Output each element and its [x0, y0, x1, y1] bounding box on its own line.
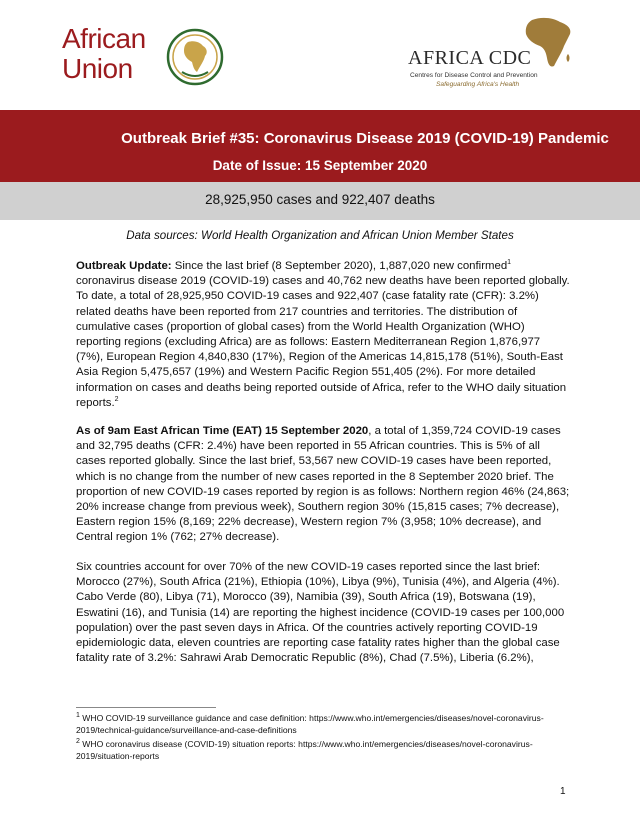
issue-date: Date of Issue: 15 September 2020	[212, 158, 428, 173]
africa-cdc-logo	[408, 14, 578, 86]
au-logo-line1: African	[62, 23, 146, 54]
footnote-2	[76, 739, 570, 762]
footnote-divider	[76, 707, 216, 708]
footnote-1-text: WHO COVID-19 surveillance guidance and case definition: https://www.who.int/emergencies/diseases/novel-coronavirus-2019/technical-guidance/surveillance-and-case-definitions	[76, 713, 544, 735]
footnote-2-number: 2	[76, 738, 80, 746]
footnote-1-number: 1	[76, 712, 80, 720]
page-number: 1	[560, 786, 566, 797]
footnote-1	[76, 713, 570, 736]
cdc-tagline: Safeguarding Africa's Health	[436, 81, 520, 88]
p2-text: , a total of 1,359,724 COVID-19 cases and 32,795 deaths (CFR: 2.4%) have been reported in 55 African countries. This is 5% of all cases reported globally. Since the last brief, 53,567 new COVID-19 cases have been reported, which is no change from the number of new cases reported in the 8 September 2020 brief. The proportion of new COVID-19 cases reported by region is as follows: Northern region 46% (24,863; 20% increase change from previous week), Southern region 30% (15,815 cases; 7% decrease), Eastern region 15% (8,169; 22% decrease), Western region 7% (3,958; 10% decrease), and Central region 1% (762; 27% decrease).	[76, 425, 570, 544]
p3-text: Six countries account for over 70% of the new COVID-19 cases reported since the last brief: Morocco (27%), South Africa (21%), Ethiopia (10%), Libya (9%), Tunisia (4%), and Algeria (4%). Cabo Verde (80), Libya (71), Morocco (39), Namibia (39), South Africa (19), Botswana (19), Eswatini (16), and Tunisia (14) are reporting the highest incidence (COVID-19 cases per 100,000 population) over the past seven days in Africa. Of the countries actively reporting COVID-19 epidemiologic data, eleven countries are reporting case fatality rates higher than the global case fatality rate of 3.2%: Sahrawi Arab Democratic Republic (8%), Chad (7.5%), Liberia (6.2%),	[76, 561, 565, 665]
au-logo-text	[62, 24, 146, 84]
paragraph-africa-update	[76, 424, 570, 546]
au-emblem-icon	[166, 28, 224, 86]
p1-text-b: coronavirus disease 2019 (COVID-19) cases and 40,762 new deaths have been reported globally. To date, a total of 28,925,950 COVID-19 cases and 922,407 (case fatality rate (CFR): 3.2%) related deaths have been reported from 217 countries and territories. The distribution of cumulative cases (proportion of global cases) from the World Health Organization (WHO) reporting regions (excluding Africa) are as follows: Eastern Mediterranean Region 1,876,977 (7%), European Region 4,840,830 (17%), Region of the Americas 14,815,178 (51%), South-East Asia Region 5,475,657 (19%) and Western Pacific Region 551,405 (2%). For more detailed information on cases and deaths being reported outside of Africa, refer to the WHO daily situation reports.	[76, 275, 570, 409]
paragraph-country-breakdown	[76, 560, 570, 666]
footnote-ref-2: 2	[114, 396, 119, 404]
paragraph-outbreak-update	[76, 259, 570, 411]
summary-banner	[0, 182, 640, 220]
title-banner	[0, 110, 640, 182]
cdc-subtitle: Centres for Disease Control and Prevention	[410, 72, 538, 79]
footnote-ref-1: 1	[507, 259, 512, 267]
p1-text-a: Since the last brief (8 September 2020), 1,887,020 new confirmed	[171, 260, 508, 272]
african-union-logo	[62, 22, 222, 90]
outbreak-update-lead: Outbreak Update:	[76, 260, 172, 272]
footnote-2-text: WHO coronavirus disease (COVID-19) situation reports: https://www.who.int/emergencies/diseases/novel-coronavirus-2019/situation-reports	[76, 739, 533, 761]
cases-deaths-summary: 28,925,950 cases and 922,407 deaths	[205, 192, 435, 207]
cdc-title: AFRICA CDC	[408, 47, 532, 69]
brief-title: Outbreak Brief #35: Coronavirus Disease 2019 (COVID-19) Pandemic	[121, 130, 609, 147]
data-sources: Data sources: World Health Organization and African Union Member States	[126, 229, 514, 242]
au-logo-line2: Union	[62, 53, 133, 84]
africa-update-lead: As of 9am East African Time (EAT) 15 September 2020	[76, 425, 369, 437]
